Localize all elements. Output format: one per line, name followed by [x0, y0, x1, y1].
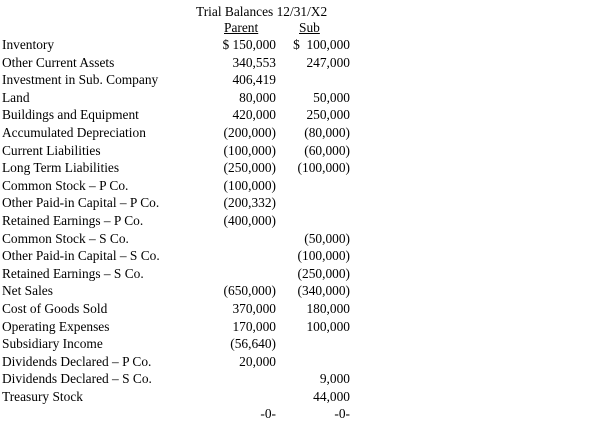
account-label: Long Term Liabilities: [2, 160, 120, 176]
sub-amount: 180,000: [306, 300, 350, 316]
sub-amount: 9,000: [319, 371, 350, 387]
sub-amount: 44,000: [313, 388, 350, 404]
sub-amount: (100,000): [297, 160, 350, 176]
parent-amount: 20,000: [239, 353, 276, 369]
account-label: Other Current Assets: [2, 54, 115, 70]
account-label: Treasury Stock: [2, 388, 83, 404]
account-label: Retained Earnings – P Co.: [2, 212, 144, 228]
sub-amount: $ 100,000: [293, 37, 350, 52]
parent-amount: (56,640): [230, 336, 276, 352]
table-row: [2, 388, 362, 406]
parent-amount: (200,332): [223, 195, 276, 211]
sub-amount: (340,000): [297, 283, 350, 299]
parent-amount: 340,553: [232, 54, 276, 70]
table-row: [2, 335, 362, 353]
parent-amount: $ 150,000: [222, 37, 276, 52]
sub-amount: (60,000): [304, 142, 350, 158]
table-row: [2, 194, 362, 212]
parent-amount: 420,000: [232, 107, 276, 123]
sub-amount: (80,000): [304, 124, 350, 140]
column-header-parent: Parent: [224, 20, 259, 35]
sub-amount: 50,000: [313, 89, 350, 105]
account-label: Retained Earnings – S Co.: [2, 265, 144, 281]
account-label: Operating Expenses: [2, 318, 110, 334]
parent-amount: 170,000: [232, 318, 276, 334]
table-row: [2, 36, 362, 54]
table-title: Trial Balances 12/31/X2: [196, 4, 328, 19]
account-label: Subsidiary Income: [2, 336, 103, 352]
table-row: [2, 54, 362, 72]
parent-amount: (100,000): [223, 142, 276, 158]
account-label: Current Liabilities: [2, 142, 101, 158]
sub-amount: 247,000: [306, 54, 350, 70]
table-row: [2, 159, 362, 177]
sub-amount: (250,000): [297, 265, 350, 281]
parent-amount: (400,000): [223, 212, 276, 228]
account-label: Cost of Goods Sold: [2, 300, 108, 316]
table-row: [2, 89, 362, 107]
table-row: [2, 247, 362, 265]
account-label: Accumulated Depreciation: [2, 124, 146, 140]
table-row: [2, 230, 362, 248]
table-row: [2, 124, 362, 142]
account-label: Investment in Sub. Company: [2, 72, 159, 88]
account-label: Other Paid-in Capital – P Co.: [2, 195, 160, 211]
parent-amount: -0-: [260, 406, 276, 422]
parent-amount: (650,000): [223, 283, 276, 299]
sub-amount: 250,000: [306, 107, 350, 123]
parent-amount: (250,000): [223, 160, 276, 176]
account-label: Net Sales: [2, 283, 53, 299]
table-row: [2, 318, 362, 336]
table-row: [2, 370, 362, 388]
account-label: Dividends Declared – S Co.: [2, 371, 152, 387]
table-row: [2, 212, 362, 230]
table-row: [2, 142, 362, 160]
table-row: [2, 353, 362, 371]
parent-amount: (200,000): [223, 124, 276, 140]
table-row: [2, 177, 362, 195]
trial-balance-table: [2, 36, 362, 423]
sub-amount: (100,000): [297, 248, 350, 264]
table-row: [2, 282, 362, 300]
table-row: [2, 106, 362, 124]
parent-amount: 406,419: [232, 72, 276, 88]
column-header-sub: Sub: [299, 20, 320, 35]
account-label: Other Paid-in Capital – S Co.: [2, 248, 160, 264]
table-row: [2, 300, 362, 318]
account-label: Common Stock – S Co.: [2, 230, 129, 246]
parent-amount: 370,000: [232, 300, 276, 316]
parent-amount: 80,000: [239, 89, 276, 105]
account-label: Buildings and Equipment: [2, 107, 139, 123]
account-label: Dividends Declared – P Co.: [2, 353, 152, 369]
sub-amount: -0-: [334, 406, 350, 422]
account-label: Inventory: [2, 37, 55, 52]
table-row: [2, 265, 362, 283]
sub-amount: 100,000: [306, 318, 350, 334]
table-row: [2, 405, 362, 423]
account-label: Land: [2, 89, 30, 105]
table-row: [2, 71, 362, 89]
parent-amount: (100,000): [223, 177, 276, 193]
sub-amount: (50,000): [304, 230, 350, 246]
account-label: Common Stock – P Co.: [2, 177, 129, 193]
